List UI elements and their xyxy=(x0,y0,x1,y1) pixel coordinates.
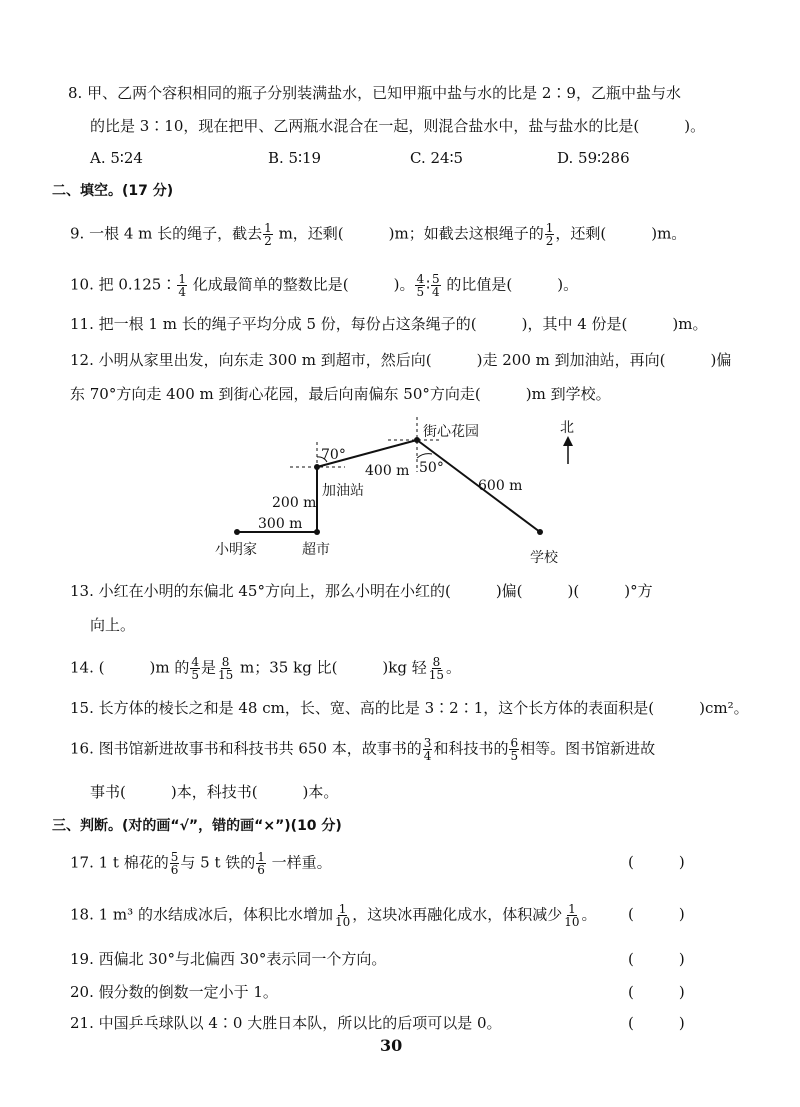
q21: 21. 中国乒乓球队以 4∶0 大胜日本队，所以比的后项可以是 0。 xyxy=(70,1014,502,1032)
q8-option-c: C. 24∶5 xyxy=(410,149,464,167)
fraction: $\frac{1}{2}$ xyxy=(264,221,272,248)
q20: 20. 假分数的倒数一定小于 1。 xyxy=(70,983,278,1001)
q15: 15. 长方体的棱长之和是 48 cm，长、宽、高的比是 3∶2∶1，这个长方体的表面积是( )cm²。 xyxy=(70,699,749,717)
answer-blank-21[interactable]: ( ) xyxy=(628,1014,685,1032)
fraction: $\frac{1}{10}$ xyxy=(564,902,580,929)
q8-option-d: D. 59∶286 xyxy=(557,149,630,167)
angle-50: 50° xyxy=(419,460,444,476)
north-label: 北 xyxy=(560,420,574,436)
fraction: $\frac{1}{4}$ xyxy=(178,272,186,299)
fraction: $\frac{4}{5}$ xyxy=(416,272,425,299)
market-point xyxy=(314,529,320,535)
q14: 14. ( )m 的 $\frac{4}{5}$ 是 $\frac{8}{15}$ m；35 kg 比( )kg 轻 $\frac{8}{15}$ 。 xyxy=(70,655,462,682)
school-label: 学校 xyxy=(530,550,558,566)
q9: 9. 一根 4 m 长的绳子，截去 $\frac{1}{2}$ m，还剩( )m；如截去这根绳子的 $\frac{1}{2}$ ，还剩( )m。 xyxy=(70,221,687,248)
angle-70: 70° xyxy=(321,447,346,463)
gas-station-point xyxy=(314,464,320,470)
fraction: $\frac{1}{6}$ xyxy=(257,850,265,877)
page-number: 30 xyxy=(380,1036,403,1055)
q10: 10. 把 0.125∶ $\frac{1}{4}$ 化成最简单的整数比是( )。 $\frac{4}{5}$ ∶ $\frac{5}{4}$ 的比值是( )。 xyxy=(70,272,579,299)
fraction: $\frac{1}{2}$ xyxy=(545,221,554,248)
home-point xyxy=(234,529,240,535)
q8-line1: 8. 甲、乙两个容积相同的瓶子分别装满盐水，已知甲瓶中盐与水的比是 2∶9，乙瓶中盐与水 xyxy=(68,84,681,102)
distance-300: 300 m xyxy=(258,516,303,532)
answer-blank-18[interactable]: ( ) xyxy=(628,905,685,923)
distance-600: 600 m xyxy=(478,478,523,494)
market-label: 超市 xyxy=(302,542,330,558)
fraction: $\frac{4}{5}$ xyxy=(191,655,199,682)
q8-option-a: A. 5∶24 xyxy=(90,149,143,167)
fraction: $\frac{5}{4}$ xyxy=(432,272,440,299)
q8-option-b: B. 5∶19 xyxy=(268,149,322,167)
q13-line2: 向上。 xyxy=(90,616,136,634)
answer-blank-19[interactable]: ( ) xyxy=(628,950,685,968)
q16-line1: 16. 图书馆新进故事书和科技书共 650 本，故事书的 $\frac{3}{4}$ 和科技书的 $\frac{6}{5}$ 相等。图书馆新进故 xyxy=(70,736,656,763)
park-label: 街心花园 xyxy=(423,424,479,440)
q8-line2: 的比是 3∶10，现在把甲、乙两瓶水混合在一起，则混合盐水中，盐与盐水的比是( )。 xyxy=(90,117,706,135)
home-label: 小明家 xyxy=(215,542,257,558)
q12-line2: 东 70°方向走 400 m 到街心花园，最后向南偏东 50°方向走( )m 到学校。 xyxy=(70,385,611,403)
fraction: $\frac{8}{15}$ xyxy=(217,655,234,682)
answer-blank-17[interactable]: ( ) xyxy=(628,853,685,871)
park-point xyxy=(414,437,420,443)
gas-station-label: 加油站 xyxy=(322,483,364,499)
distance-400: 400 m xyxy=(365,463,410,479)
route-diagram xyxy=(210,412,610,580)
q17: 17. 1 t 棉花的 $\frac{5}{6}$ 与 5 t 铁的 $\frac{1}{6}$ 一样重。 xyxy=(70,850,332,877)
north-arrow-icon xyxy=(563,436,573,446)
fraction: $\frac{8}{15}$ xyxy=(428,655,445,682)
school-point xyxy=(537,529,543,535)
fraction: $\frac{5}{6}$ xyxy=(170,850,179,877)
q16-line2: 事书( )本，科技书( )本。 xyxy=(90,783,339,801)
section-title-judge: 三、判断。(对的画“√”，错的画“×”)(10 分) xyxy=(52,818,342,834)
answer-blank-20[interactable]: ( ) xyxy=(628,983,685,1001)
q13-line1: 13. 小红在小明的东偏北 45°方向上，那么小明在小红的( )偏( )( )°方 xyxy=(70,582,653,600)
q11: 11. 把一根 1 m 长的绳子平均分成 5 份，每份占这条绳子的( )，其中 4 份是( )m。 xyxy=(70,315,708,333)
distance-200: 200 m xyxy=(272,495,317,511)
q19: 19. 西偏北 30°与北偏西 30°表示同一个方向。 xyxy=(70,950,387,968)
q18: 18. 1 m³ 的水结成冰后，体积比水增加 $\frac{1}{10}$ ，这块冰再融化成水，体积减少 $\frac{1}{10}$ 。 xyxy=(70,902,597,929)
fraction: $\frac{1}{10}$ xyxy=(334,902,351,929)
fraction: $\frac{3}{4}$ xyxy=(423,736,432,763)
q12-line1: 12. 小明从家里出发，向东走 300 m 到超市，然后向( )走 200 m 到加油站，再向( )偏 xyxy=(70,351,732,369)
fraction: $\frac{6}{5}$ xyxy=(510,736,519,763)
section-title-fill: 二、填空。(17 分) xyxy=(52,183,174,199)
